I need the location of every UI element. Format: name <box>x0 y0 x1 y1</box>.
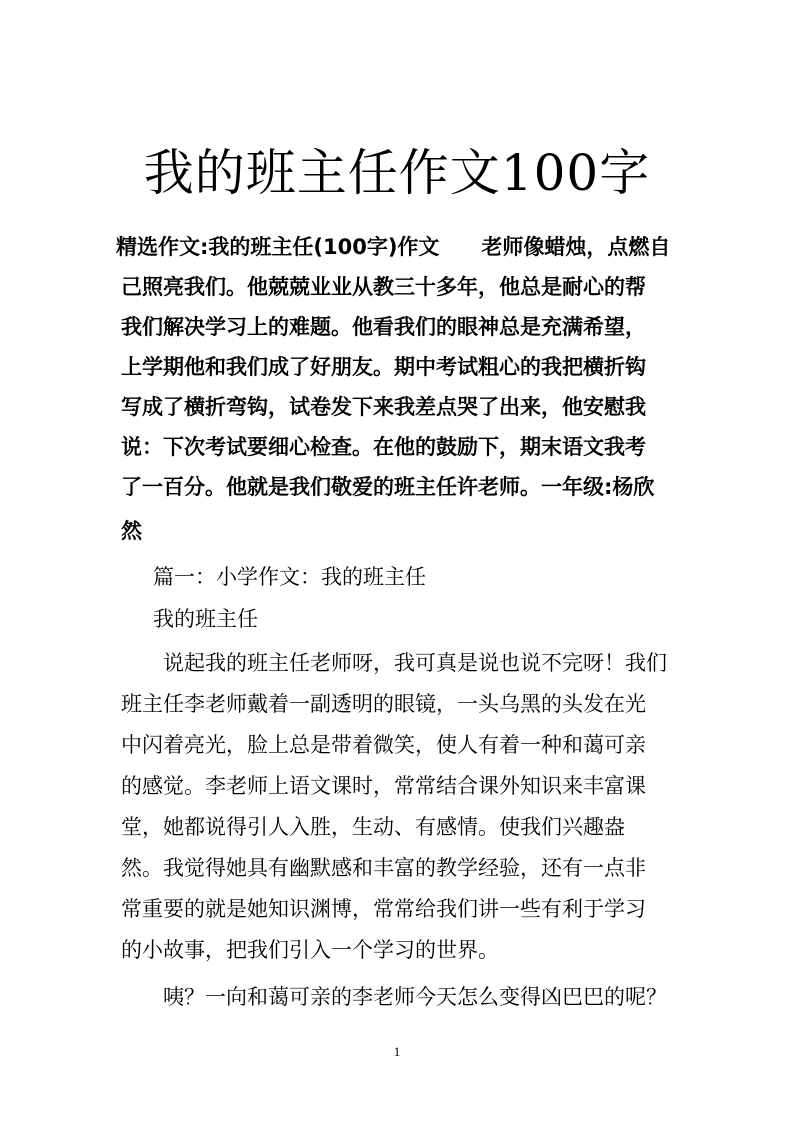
intro-line-6: 说：下次考试要细心检查。在他的鼓励下，期末语文我考 <box>121 435 646 459</box>
body-line-9: 咦？一向和蔼可亲的李老师今天怎么变得凶巴巴的呢？ <box>163 985 667 1009</box>
body-line-4: 的感觉。李老师上语文课时，常常结合课外知识来丰富课 <box>121 774 646 798</box>
intro-line-8: 然 <box>121 519 142 543</box>
body-line-8: 的小故事，把我们引入一个学习的世界。 <box>121 938 499 962</box>
intro-line-2: 己照亮我们。他兢兢业业从教三十多年，他总是耐心的帮 <box>121 275 646 299</box>
page-number: 1 <box>393 1044 401 1059</box>
intro-line-1: 精选作文:我的班主任(100字)作文 老师像蜡烛，点燃自 <box>116 235 671 259</box>
section-heading: 篇一：小学作文：我的班主任 <box>153 565 426 589</box>
intro-line-5: 写成了横折弯钩，试卷发下来我差点哭了出来，他安慰我 <box>121 395 646 419</box>
body-line-3: 中闪着亮光，脸上总是带着微笑，使人有着一种和蔼可亲 <box>121 733 646 757</box>
body-line-2: 班主任李老师戴着一副透明的眼镜，一头乌黑的头发在光 <box>121 692 646 716</box>
intro-line-3: 我们解决学习上的难题。他看我们的眼神总是充满希望， <box>121 315 646 339</box>
body-line-5: 堂，她都说得引人入胜，生动、有感情。使我们兴趣盎 <box>121 815 625 839</box>
intro-line-4: 上学期他和我们成了好朋友。期中考试粗心的我把横折钩 <box>121 355 646 379</box>
document-title: 我的班主任作文100字 <box>143 144 651 202</box>
body-line-1: 说起我的班主任老师呀，我可真是说也说不完呀！我们 <box>163 651 667 675</box>
body-line-6: 然。我觉得她具有幽默感和丰富的教学经验，还有一点非 <box>121 856 646 880</box>
intro-line-7: 了一百分。他就是我们敬爱的班主任许老师。一年级:杨欣 <box>121 475 655 499</box>
section-subtitle: 我的班主任 <box>153 607 258 631</box>
body-line-7: 常重要的就是她知识渊博，常常给我们讲一些有利于学习 <box>121 897 646 921</box>
